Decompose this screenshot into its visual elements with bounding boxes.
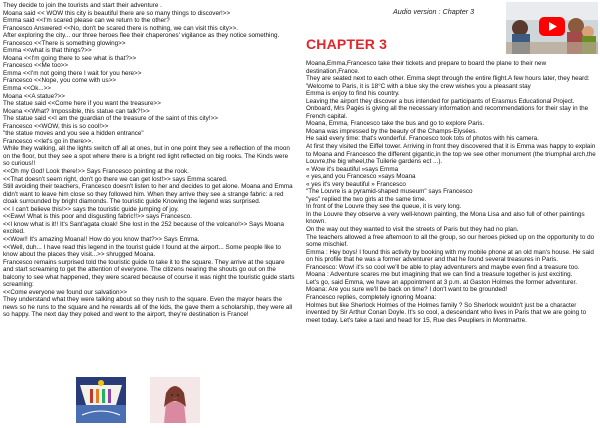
paragraph: They decide to join the tourists and start their adventure .	[3, 2, 162, 9]
paragraph: In the Louvre they observe a very well-known painting, the Mona Lisa and also full of other paintings known.	[306, 210, 585, 226]
paragraph: The statue said <<Come here if you want the treasure>>	[3, 100, 161, 108]
paragraph: « yes it's very beautiful » Francesco	[306, 180, 406, 188]
audio-version-label: Audio version : Chapter 3	[393, 7, 475, 16]
chapter-title: CHAPTER 3	[306, 36, 388, 52]
venice-illustration	[76, 377, 126, 423]
paragraph: Francesco <<WOW, this is so cool!>>	[3, 122, 109, 130]
paragraph: Moana <<I'm going there to see what is that?>>	[3, 54, 137, 62]
paragraph: <<Come everyone we found our salvation>>	[3, 288, 127, 296]
paragraph: Emma <<I'm not going there I wait for you here>>	[3, 69, 142, 77]
chapter2-text-column	[3, 2, 296, 319]
paragraph: "The Louvre is a pyramid-shaped museum" says Francesco	[306, 188, 473, 196]
paragraph: Emma said <<I'm scared please can we return to the other?	[3, 17, 170, 25]
paragraph: Moana <<What? Impossible, this statue can talk?!>>	[3, 107, 150, 115]
paragraph: Francesco <<Nope, you come with us>>	[3, 77, 117, 85]
paragraph: "yes" replied the two girls at the same time.	[306, 195, 427, 203]
paragraph: Francesco Answered <<No, don't be scared there is nothing, we can visit this city>>.	[3, 24, 239, 32]
chapter3-text-column	[306, 60, 598, 324]
paragraph: Francesco <<Me too>>	[3, 62, 69, 70]
paragraph: Moana <<A statue?>>	[3, 92, 65, 100]
paragraph: Moana said << WOW this city is beautiful there are so many things to discover!>>	[3, 9, 231, 17]
paragraph: Emma <<what is that things?>>	[3, 47, 92, 55]
paragraph: <<Eww! What is this poor and disgusting fabric!!>> says Francesco.	[3, 213, 192, 221]
paragraph: At first they visited the Eiffel tower. Arriving in front they discovered that it is Emma was happy to explain to Moana and Francesco the different gigantic,in the top we see other monument (the triumphal arch,the Louvre,the big wheel,the Tuilerie gardens ect ...).	[306, 143, 596, 166]
paragraph: After exploring the city... our three heroes flee their chaperones' vigilance as they notice something.	[3, 32, 280, 40]
paragraph: Emma <<Ok...>>	[3, 85, 51, 93]
paragraph: While they walking, all the lights switch off all at ones, but in one point they see a reflection of the moon on the floor, but they see a spot where there is a bright red light reflected on big rooks. The Kinds were so curious!!	[3, 145, 290, 168]
paragraph: "the statue moves and you see a hidden entrance"	[3, 130, 144, 138]
paragraph: <<Wow!! It's amazing Moana!! How do you know that?>> Says Emma.	[3, 235, 200, 243]
paragraph: Moana,Emma,Francesco take their tickets and prepare to board the plane to their new destination,France.	[306, 60, 547, 75]
youtube-play-icon[interactable]	[539, 17, 565, 36]
paragraph: Still avoiding their teachers, Francesco doesn't listen to her and decides to get alone. Moana and Emma didn't want to leave him close so they followed him. When they arrive they see a strange fabric: a red cloak surrounded by bright diamonds. The touristic guide Knowing the legend was surprised.	[3, 183, 293, 206]
paragraph: Moana : Adventure scares me but imagining that we can find a treasure together is just exciting.	[306, 271, 573, 279]
girl-illustration	[150, 377, 200, 423]
paragraph: << I can't believe this!>> says the touristic guide jumping of joy.	[3, 205, 179, 213]
paragraph: Francesco <<let's go in there>>.	[3, 137, 94, 145]
paragraph: He said every time: that's wonderful. Francesco took tots of photos with his camera.	[306, 135, 539, 143]
paragraph: Moana, Emma, Francesco take the bus and go to explore Paris.	[306, 120, 485, 128]
audio-video-thumbnail[interactable]	[506, 2, 598, 54]
paragraph: « yes,and you Francesco »says Moana	[306, 173, 416, 181]
paragraph: « Wow it's beautiful »says Emma	[306, 165, 399, 173]
paragraph: Francesco <<There is something glowing>>	[3, 39, 126, 47]
paragraph: Francesco remains surprised told the touristic guide to take it to the square. They arrive at the square and start screaming to get the attention of everyone. The citizens nearing the shouts go out on the balcony to see what happened, they were scared because of course it was night the touristic guide starts screaming:	[3, 258, 295, 289]
paragraph: Francesco: Wow! it's so cool we'll be able to play adventurers and maybe even find a treasure too.	[306, 263, 580, 271]
paragraph: They understand what they were talking about so they rush to the square. Even the mayor hears the news so he runs to the square and he rewards all of the kids, the gave them a scholarship, they were all so happy. The next day they poked and went to the airport, they're destination is France!	[3, 296, 293, 319]
paragraph: Moana was impressed by the beauty of the Champs-Elysées.	[306, 127, 478, 135]
paragraph: Emma is enjoy to find his country.	[306, 90, 400, 98]
paragraph: <<I know what is it!! It's Sant'agata cloak! She lost in the 252 because of the volcano!>> Says Moana excited.	[3, 220, 285, 236]
paragraph: In front of the Louvre they see the queue, it is very long.	[306, 203, 462, 211]
paragraph: Moana: Are you sure we'll be back on time? I don't want to be grounded!	[306, 286, 508, 294]
paragraph: They are seated next to each other. Emma slept through the entire flight.A few hours later, they heard: 'Welcome to Paris, it is 18°C with a blue sky the crew wishes you a pleasant stay	[306, 75, 590, 90]
paragraph: <<Oh my God! Look there!>> Says Francesco pointing at the rook.	[3, 168, 189, 176]
paragraph: Emma : Hey boys! I found this activity by booking with my mobile phone at an old man's house. He said on his profile that he was a former adventurer and that he found several treasures in Paris.	[306, 248, 594, 264]
paragraph: The statue said <<I am the guardian of the treasure of the saint of this city!>>	[3, 115, 218, 123]
paragraph: Leaving the airport they discover a bus intended for participants of Erasmus Educational Project. Onboard, Mrs Pagès is giving all the necessary information and recommendations for their stay in the French capital.	[306, 97, 589, 120]
paragraph: Holmes but like Sherlock Holmes of the Holmes family ? So Sherlock wouldn't just be a character invented by Sir Arthur Conan Doyle. It's so cool, a descendant who lives in Paris that we are going to meet today. Let's take a taxi and head for 15, Rue des Peupliers in Montmartre.	[306, 301, 587, 324]
paragraph: Francesco replies, completely ignoring Moana:	[306, 293, 437, 301]
paragraph: <<Well, duh... I have read this legend in the tourist guide I found at the airport... Some people like to know about the places they visit...>> shrugged Moana.	[3, 243, 281, 259]
paragraph: Let's go, said Emma, we have an appointment at 3 p.m. at Gaston Holmes the former adventurer.	[306, 278, 578, 286]
paragraph: <<That doesn't seem right, don't go there we can get lost!>> says Emma scared.	[3, 175, 228, 183]
paragraph: On the way out they wanted to visit the streets of Paris but they had no plan.	[306, 226, 519, 234]
paragraph: The teachers allowed a free afternoon to all the group, so our heroes picked up on the opportunity to do some mischief.	[306, 233, 595, 249]
